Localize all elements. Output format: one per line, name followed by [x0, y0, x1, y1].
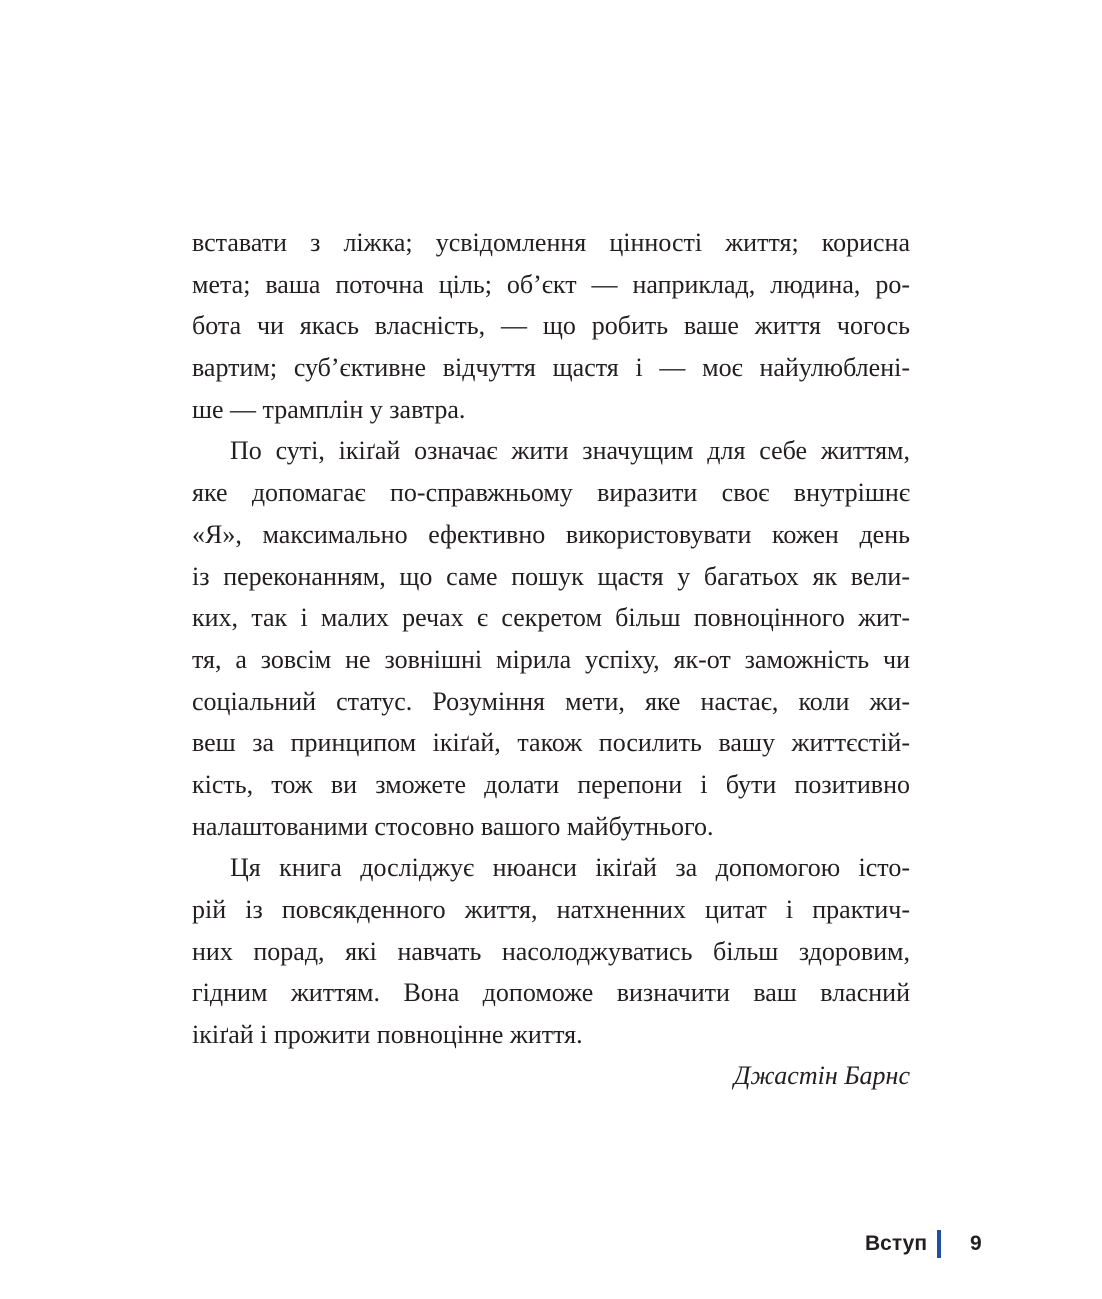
text-line: тя, а зовсім не зовнішні мірила успіху, як-от заможність чи [192, 644, 910, 674]
text-line: мета; ваша поточна ціль; об’єкт — наприклад, людина, ро- [192, 269, 910, 299]
page-footer [0, 1228, 1102, 1260]
text-line: вставати з ліжка; усвідомлення цінності життя; корисна [192, 228, 910, 257]
text-line: яке допомагає по-справжньому виразити своє внутрішнє [192, 478, 910, 508]
body-text [192, 222, 910, 1056]
section-title: Вступ [864, 1232, 927, 1255]
text-line: веш за принципом ікіґай, також посилить вашу життєстій- [192, 728, 910, 758]
text-line: налаштованими стосовно вашого майбутнього. [192, 811, 714, 841]
text-line: ікіґай і прожити повноцінне життя. [192, 1020, 583, 1050]
text-line: гідним життям. Вона допоможе визначити ваш власний [192, 978, 910, 1008]
text-line: «Я», максимально ефективно використовувати кожен день [192, 519, 910, 549]
text-line: вартим; суб’єктивне відчуття щастя і — моє найулюблені- [192, 353, 910, 383]
text-line: Ця книга досліджує нюанси ікіґай за допомогою істо- [230, 853, 910, 883]
text-line: ше — трамплін у завтра. [192, 394, 466, 424]
text-line: них порад, які навчать насолоджуватись більш здоровим, [192, 936, 910, 966]
author-signature: Джастін Барнс [733, 1061, 910, 1090]
text-line: бота чи якась власність, — що робить ваше життя чогось [192, 311, 910, 341]
text-line: із переконанням, що саме пошук щастя у багатьох як вели- [192, 561, 910, 591]
text-line: ких, так і малих речах є секретом більш повноцінного жит- [192, 603, 910, 633]
text-line: По суті, ікіґай означає жити значущим для себе життям, [230, 436, 910, 466]
page-number: 9 [970, 1232, 982, 1255]
text-line: кість, тож ви зможете долати перепони і бути позитивно [192, 769, 910, 799]
text-line: рій із повсякденного життя, натхненних цитат і практич- [192, 895, 910, 924]
footer-divider [937, 1230, 941, 1258]
text-line: соціальний статус. Розуміння мети, яке настає, коли жи- [192, 686, 910, 716]
